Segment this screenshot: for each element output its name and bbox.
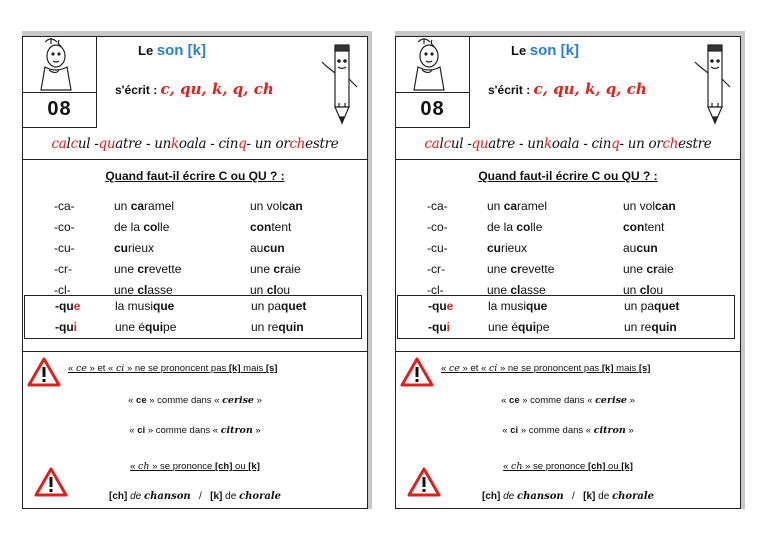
examples-line: ca l c ul - qu atre - un k oala - cin q - un or ch estre	[23, 129, 367, 160]
card-number: 08	[396, 92, 470, 128]
example-word: un paquet	[251, 299, 307, 313]
section-question: Quand faut-il écrire C ou QU ? :	[478, 169, 658, 183]
boy-thinking-drawing	[23, 36, 97, 93]
table-row	[415, 196, 735, 217]
example-word: une craie	[250, 262, 301, 276]
note-ch: « ch » se prononce [ch] ou [k]	[130, 461, 260, 472]
example-word: une classe	[487, 283, 546, 297]
note-chanson-chorale: [ch] de chanson / [k] de chorale	[481, 491, 655, 502]
example-word: un clou	[250, 283, 291, 297]
syllable-table	[42, 196, 362, 301]
syllable-cell: -ca-	[427, 199, 448, 213]
example-word: un caramel	[114, 199, 175, 213]
table-row	[42, 196, 362, 217]
syllable-table	[415, 196, 735, 301]
example-word: un clou	[623, 283, 664, 297]
note-citron: « ci » comme dans « citron »	[502, 425, 634, 436]
spellings-line: s'écrit : c, qu, k, q, ch	[115, 80, 274, 98]
example-word: de la colle	[487, 220, 543, 234]
example-word: une équipe	[488, 320, 550, 334]
syllable-cell: -cl-	[427, 283, 444, 297]
example-word: aucun	[623, 241, 658, 255]
pencil-character-drawing	[321, 39, 361, 127]
syllable-cell: -que	[428, 299, 454, 313]
table-row	[42, 259, 362, 280]
table-row	[42, 238, 362, 259]
lesson-card-right	[395, 31, 741, 509]
card-title: Le son [k]	[511, 42, 579, 59]
example-word: content	[623, 220, 665, 234]
examples-line: ca l c ul - qu atre - un k oala - cin q - un or ch estre	[396, 129, 740, 160]
syllable-cell: -qui	[428, 320, 450, 334]
note-ch: « ch » se prononce [ch] ou [k]	[503, 461, 633, 472]
table-row	[415, 217, 735, 238]
card-title: Le son [k]	[138, 42, 206, 59]
lesson-card-left	[22, 31, 368, 509]
note-ce-ci: « ce » et « ci » ne se prononcent pas [k] mais [s]	[441, 363, 651, 374]
table-row	[25, 317, 361, 338]
syllable-cell: -qui	[55, 320, 77, 334]
syllable-cell: -que	[55, 299, 81, 313]
example-word: curieux	[114, 241, 155, 255]
pencil-character-drawing	[694, 39, 734, 127]
syllable-cell: -cu-	[427, 241, 448, 255]
table-row	[42, 217, 362, 238]
card-header	[396, 36, 740, 128]
table-row	[415, 238, 735, 259]
example-word: curieux	[487, 241, 528, 255]
card-header	[23, 36, 367, 128]
qu-table	[397, 295, 735, 339]
table-row	[398, 317, 734, 338]
divider	[23, 351, 367, 352]
example-word: un caramel	[487, 199, 548, 213]
table-row	[415, 259, 735, 280]
syllable-cell: -co-	[427, 220, 448, 234]
syllable-cell: -ca-	[54, 199, 75, 213]
syllable-cell: -cr-	[427, 262, 445, 276]
example-word: de la colle	[114, 220, 170, 234]
qu-table	[24, 295, 362, 339]
note-ce-ci: « ce » et « ci » ne se prononcent pas [k] mais [s]	[68, 363, 278, 374]
syllable-cell: -cr-	[54, 262, 72, 276]
boy-thinking-drawing	[396, 36, 470, 93]
note-chanson-chorale: [ch] de chanson / [k] de chorale	[108, 491, 282, 502]
example-word: une crevette	[487, 262, 555, 276]
syllable-cell: -cl-	[54, 283, 71, 297]
example-word: un requin	[251, 320, 304, 334]
example-word: un requin	[624, 320, 677, 334]
divider	[396, 351, 740, 352]
example-word: la musique	[115, 299, 175, 313]
example-word: une équipe	[115, 320, 177, 334]
note-citron: « ci » comme dans « citron »	[129, 425, 261, 436]
note-cerise: « ce » comme dans « cerise »	[128, 395, 262, 406]
syllable-cell: -co-	[54, 220, 75, 234]
example-word: une classe	[114, 283, 173, 297]
table-row	[398, 296, 734, 317]
card-number: 08	[23, 92, 97, 128]
syllable-cell: -cu-	[54, 241, 75, 255]
example-word: un volcan	[623, 199, 676, 213]
note-cerise: « ce » comme dans « cerise »	[501, 395, 635, 406]
section-question: Quand faut-il écrire C ou QU ? :	[105, 169, 285, 183]
spellings-line: s'écrit : c, qu, k, q, ch	[488, 80, 647, 98]
example-word: un paquet	[624, 299, 680, 313]
table-row	[25, 296, 361, 317]
warning-triangle-icon	[400, 357, 434, 387]
example-word: la musique	[488, 299, 548, 313]
example-word: aucun	[250, 241, 285, 255]
example-word: une craie	[623, 262, 674, 276]
example-word: un volcan	[250, 199, 303, 213]
example-word: content	[250, 220, 292, 234]
example-word: une crevette	[114, 262, 182, 276]
warning-triangle-icon	[27, 357, 61, 387]
